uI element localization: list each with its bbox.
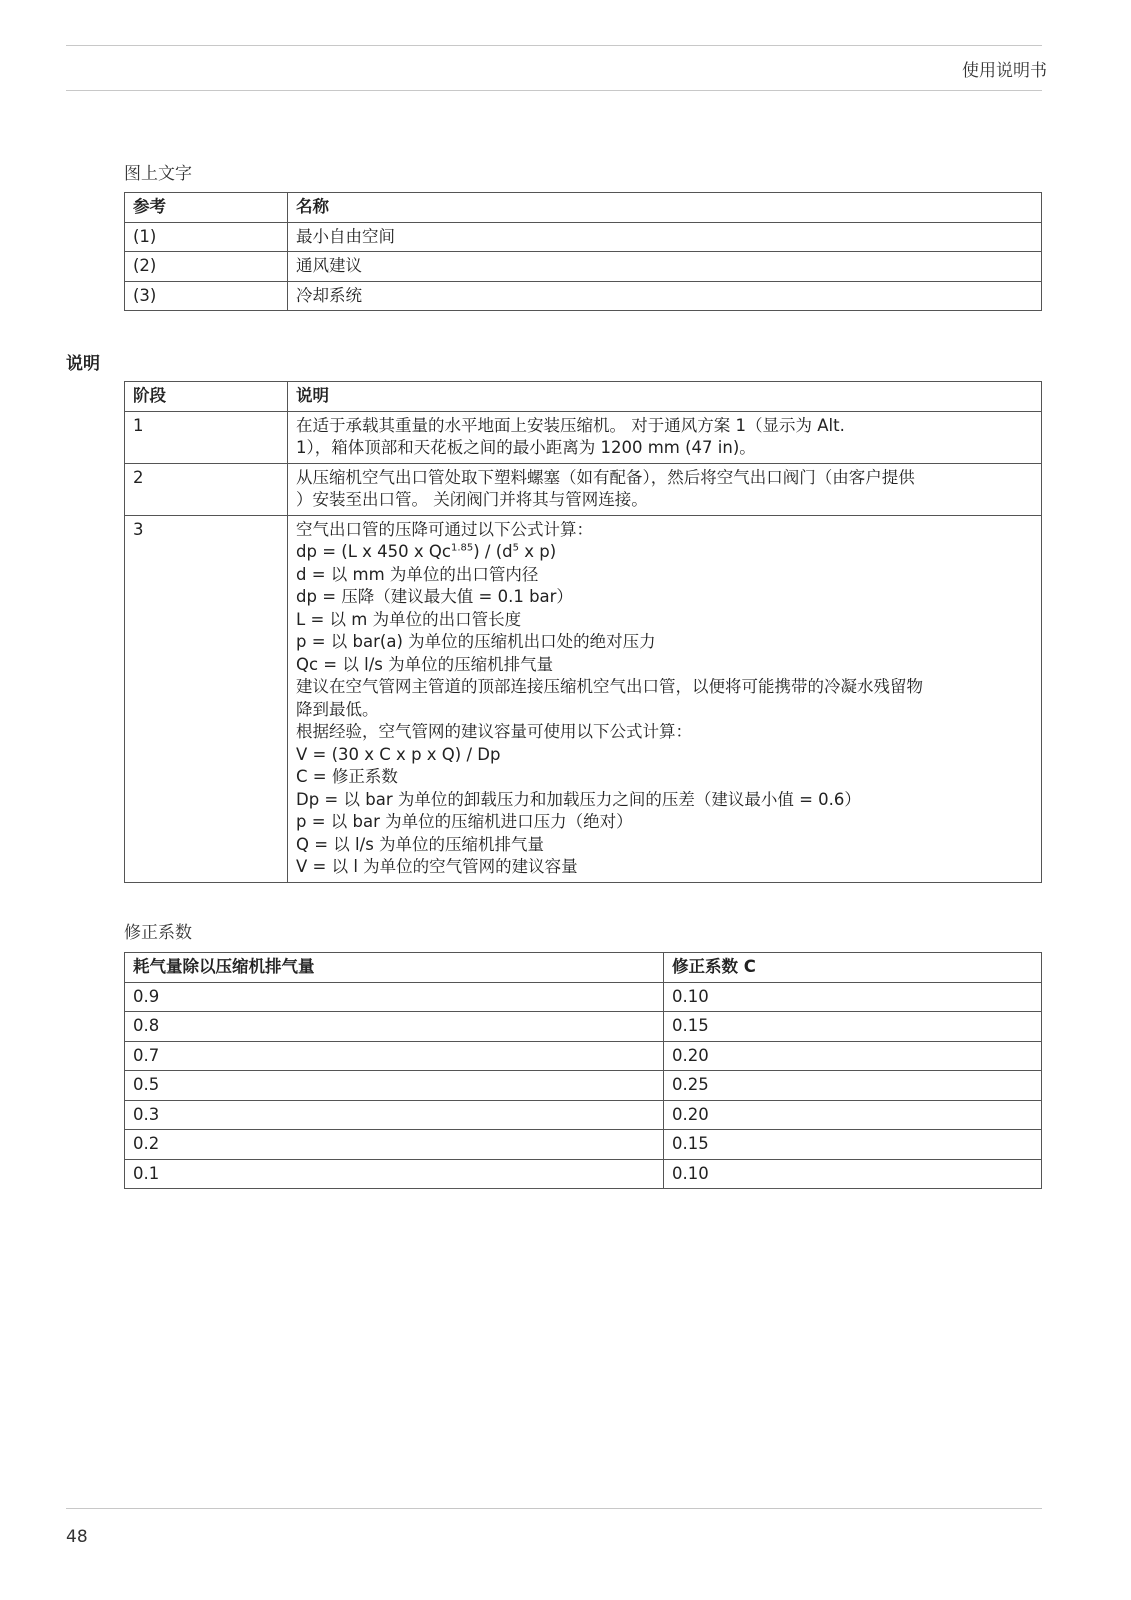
description-heading: 说明 [66,354,100,374]
table-row [125,515,1042,882]
factor-cell: 0.25 [664,1071,1042,1101]
factor-cell: 0.10 [664,982,1042,1012]
formula-exponent: 1.85 [450,542,474,554]
column-header-correction-factor: 修正系数 C [664,953,1042,983]
description-line: d = 以 mm 为单位的出口管内径 [296,564,539,584]
description-line: Qc = 以 l/s 为单位的压缩机排气量 [296,654,554,674]
column-header-stage: 阶段 [125,382,288,412]
ratio-cell: 0.5 [125,1071,664,1101]
description-line: V = (30 x C x p x Q) / Dp [296,744,501,764]
table-row [125,1100,1042,1130]
factor-cell: 0.20 [664,1041,1042,1071]
ratio-cell: 0.1 [125,1159,664,1189]
pressure-drop-formula [296,541,1033,564]
description-line: 建议在空气管网主管道的顶部连接压缩机空气出口管，以便将可能携带的冷凝水残留物 [296,677,923,696]
ratio-cell: 0.3 [125,1100,664,1130]
description-line: 降到最低。 [296,699,379,719]
description-line: 在适于承载其重量的水平地面上安装压缩机。 对于通风方案 1（显示为 Alt. [296,415,845,435]
description-line: C = 修正系数 [296,767,398,786]
name-cell: 通风建议 [288,252,1042,282]
name-cell: 最小自由空间 [288,222,1042,252]
formula-suffix: x p) [519,542,557,561]
column-header-consumption-ratio: 耗气量除以压缩机排气量 [125,953,664,983]
table-row [125,1130,1042,1160]
stage-cell: 1 [125,411,288,463]
description-line: Dp = 以 bar 为单位的卸载压力和加载压力之间的压差（建议最小值 = 0.6） [296,789,861,809]
table-row [125,252,1042,282]
reference-cell: (1) [125,222,288,252]
formula-middle: ) / (d [473,542,513,561]
description-line: V = 以 l 为单位的空气管网的建议容量 [296,857,578,876]
column-header-description: 说明 [288,382,1042,412]
description-table [124,381,1042,883]
reference-cell: (2) [125,252,288,282]
table-row [125,222,1042,252]
table-row [125,1012,1042,1042]
description-line: Q = 以 l/s 为单位的压缩机排气量 [296,834,545,854]
header-bottom-rule [66,90,1042,91]
table-row [125,1041,1042,1071]
description-line: 根据经验，空气管网的建议容量可使用以下公式计算： [296,722,692,741]
description-line: L = 以 m 为单位的出口管长度 [296,609,522,629]
document-title: 使用说明书 [962,61,1047,81]
description-line: p = 以 bar(a) 为单位的压缩机出口处的绝对压力 [296,632,656,651]
factor-cell: 0.15 [664,1012,1042,1042]
column-header-reference: 参考 [125,193,288,223]
column-header-name: 名称 [288,193,1042,223]
ratio-cell: 0.8 [125,1012,664,1042]
page-number: 48 [66,1527,88,1547]
correction-factor-label: 修正系数 [124,923,192,943]
figure-text-table [124,192,1042,311]
stage-cell: 3 [125,515,288,882]
factor-cell: 0.15 [664,1130,1042,1160]
table-row [125,281,1042,311]
formula-exponent: 5 [512,542,520,554]
description-cell [288,411,1042,463]
description-line: 1），箱体顶部和天花板之间的最小距离为 1200 mm (47 in)。 [296,438,756,457]
table-header-row [125,382,1042,412]
correction-factor-table [124,952,1042,1189]
table-row [125,1071,1042,1101]
formula-prefix: dp = (L x 450 x Qc [296,542,451,561]
table-row [125,463,1042,515]
table-header-row [125,953,1042,983]
footer-rule [66,1508,1042,1509]
header-top-rule [66,45,1042,46]
table-row [125,982,1042,1012]
table-row [125,1159,1042,1189]
figure-text-label: 图上文字 [124,164,192,184]
description-cell [288,463,1042,515]
ratio-cell: 0.2 [125,1130,664,1160]
description-line: 空气出口管的压降可通过以下公式计算： [296,519,593,539]
stage-cell: 2 [125,463,288,515]
description-cell [288,515,1042,882]
factor-cell: 0.10 [664,1159,1042,1189]
factor-cell: 0.20 [664,1100,1042,1130]
table-row [125,411,1042,463]
description-line: p = 以 bar 为单位的压缩机进口压力（绝对） [296,812,633,831]
table-header-row [125,193,1042,223]
name-cell: 冷却系统 [288,281,1042,311]
reference-cell: (3) [125,281,288,311]
description-line: ）安装至出口管。 关闭阀门并将其与管网连接。 [296,490,648,509]
ratio-cell: 0.7 [125,1041,664,1071]
description-line: dp = 压降（建议最大值 = 0.1 bar） [296,587,573,606]
description-line: 从压缩机空气出口管处取下塑料螺塞（如有配备），然后将空气出口阀门（由客户提供 [296,467,915,487]
ratio-cell: 0.9 [125,982,664,1012]
